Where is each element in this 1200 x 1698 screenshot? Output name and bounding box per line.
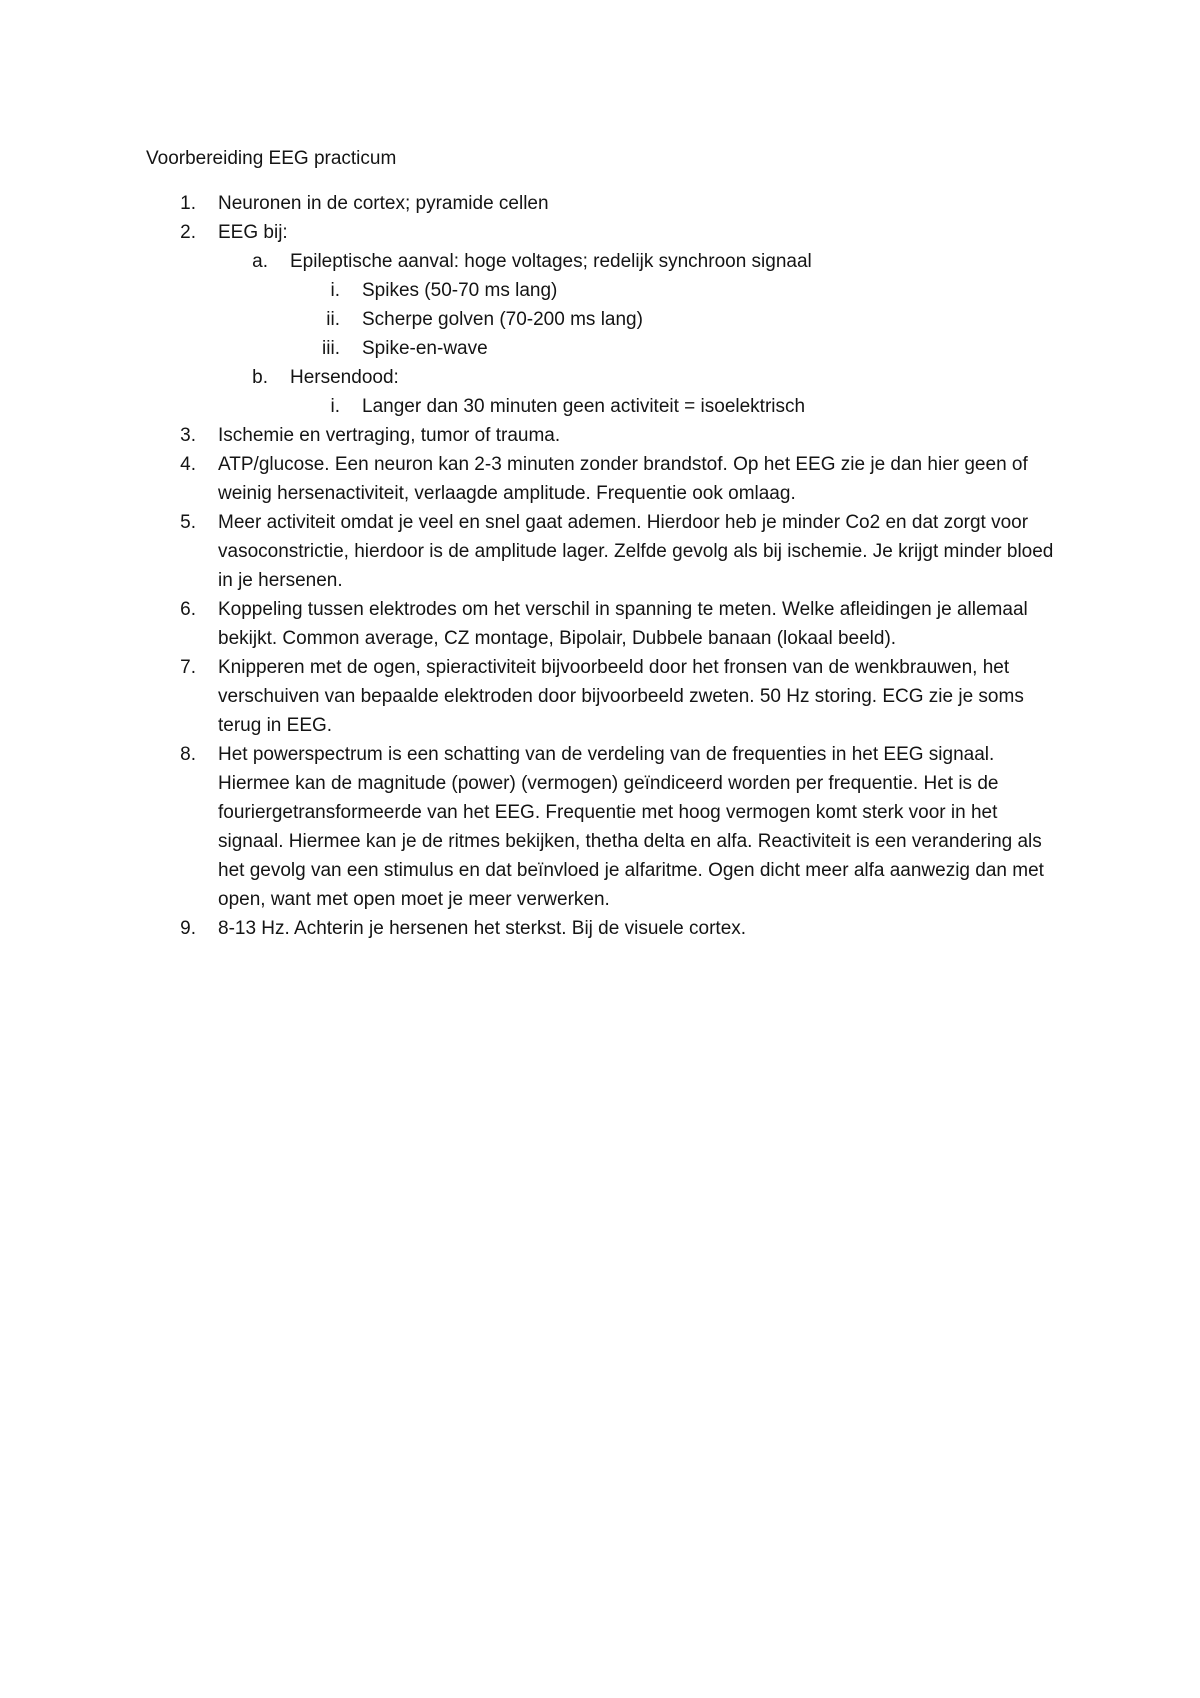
list-marker: 1.	[180, 193, 196, 214]
list-item-text: Knipperen met de ogen, spieractiviteit bijvoorbeeld door het fronsen van de wenkbrauwen, het verschuiven van bepaalde elektroden door bijvoorbeeld zweten. 50 Hz storing. ECG zie je soms terug in EEG.	[218, 657, 1024, 736]
list-marker: 3.	[180, 425, 196, 446]
list-marker: b.	[252, 367, 268, 388]
list-marker: 4.	[180, 454, 196, 475]
list-item-text: Spikes (50-70 ms lang)	[362, 280, 558, 301]
list-item-9	[146, 914, 1066, 943]
list-item-2a-ii	[146, 305, 1066, 334]
list-marker: 2.	[180, 222, 196, 243]
list-item-1	[146, 189, 1066, 218]
document-body	[146, 144, 1066, 943]
document-title: Voorbereiding EEG practicum	[146, 148, 397, 169]
list-item-6	[146, 595, 1066, 653]
list-marker: 6.	[180, 599, 196, 620]
list-marker: ii.	[326, 309, 340, 330]
list-item-text: Scherpe golven (70-200 ms lang)	[362, 309, 643, 330]
list-marker: 5.	[180, 512, 196, 533]
list-item-8	[146, 740, 1066, 914]
list-item-text: Koppeling tussen elektrodes om het verschil in spanning te meten. Welke afleidingen je allemaal bekijkt. Common average, CZ montage, Bipolair, Dubbele banaan (lokaal beeld).	[218, 599, 1028, 649]
list-item-7	[146, 653, 1066, 740]
list-marker: 7.	[180, 657, 196, 678]
list-item-2a	[146, 247, 1066, 276]
list-marker: iii.	[322, 338, 340, 359]
list-item-2b-i	[146, 392, 1066, 421]
list-item-text: Meer activiteit omdat je veel en snel gaat ademen. Hierdoor heb je minder Co2 en dat zorgt voor vasoconstrictie, hierdoor is de amplitude lager. Zelfde gevolg als bij ischemie. Je krijgt minder bloed in je hersenen.	[218, 512, 1054, 591]
list-item-text: Langer dan 30 minuten geen activiteit = isoelektrisch	[362, 396, 806, 417]
list-item-text: Neuronen in de cortex; pyramide cellen	[218, 193, 549, 214]
list-marker: 9.	[180, 918, 196, 939]
list-item-text: EEG bij:	[218, 222, 288, 243]
list-item-text: Spike-en-wave	[362, 338, 488, 359]
list-item-text: 8-13 Hz. Achterin je hersenen het sterkst. Bij de visuele cortex.	[218, 918, 747, 939]
list-item-2a-iii	[146, 334, 1066, 363]
list-item-2b	[146, 363, 1066, 392]
list-marker: i.	[330, 396, 340, 417]
list-item-text: ATP/glucose. Een neuron kan 2-3 minuten zonder brandstof. Op het EEG zie je dan hier geen of weinig hersenactiviteit, verlaagde amplitude. Frequentie ook omlaag.	[218, 454, 1028, 504]
list-item-2	[146, 218, 1066, 247]
list-item-3	[146, 421, 1066, 450]
list-item-text: Epileptische aanval: hoge voltages; redelijk synchroon signaal	[290, 251, 812, 272]
list-item-text: Hersendood:	[290, 367, 399, 388]
list-item-4	[146, 450, 1066, 508]
list-marker: a.	[252, 251, 268, 272]
list-item-5	[146, 508, 1066, 595]
list-item-text: Het powerspectrum is een schatting van de verdeling van de frequenties in het EEG signaal. Hiermee kan de magnitude (power) (vermogen) geïndiceerd worden per frequentie. Het is de fouriergetransformeerde van het EEG. Frequentie met hoog vermogen komt sterk voor in het signaal. Hiermee kan je de ritmes bekijken, thetha delta en alfa. Reactiviteit is een verandering als het gevolg van een stimulus en dat beïnvloed je alfaritme. Ogen dicht meer alfa aanwezig dan met open, want met open moet je meer verwerken.	[218, 744, 1044, 910]
list-marker: i.	[330, 280, 340, 301]
list-item-2a-i	[146, 276, 1066, 305]
list-marker: 8.	[180, 744, 196, 765]
list-item-text: Ischemie en vertraging, tumor of trauma.	[218, 425, 561, 446]
